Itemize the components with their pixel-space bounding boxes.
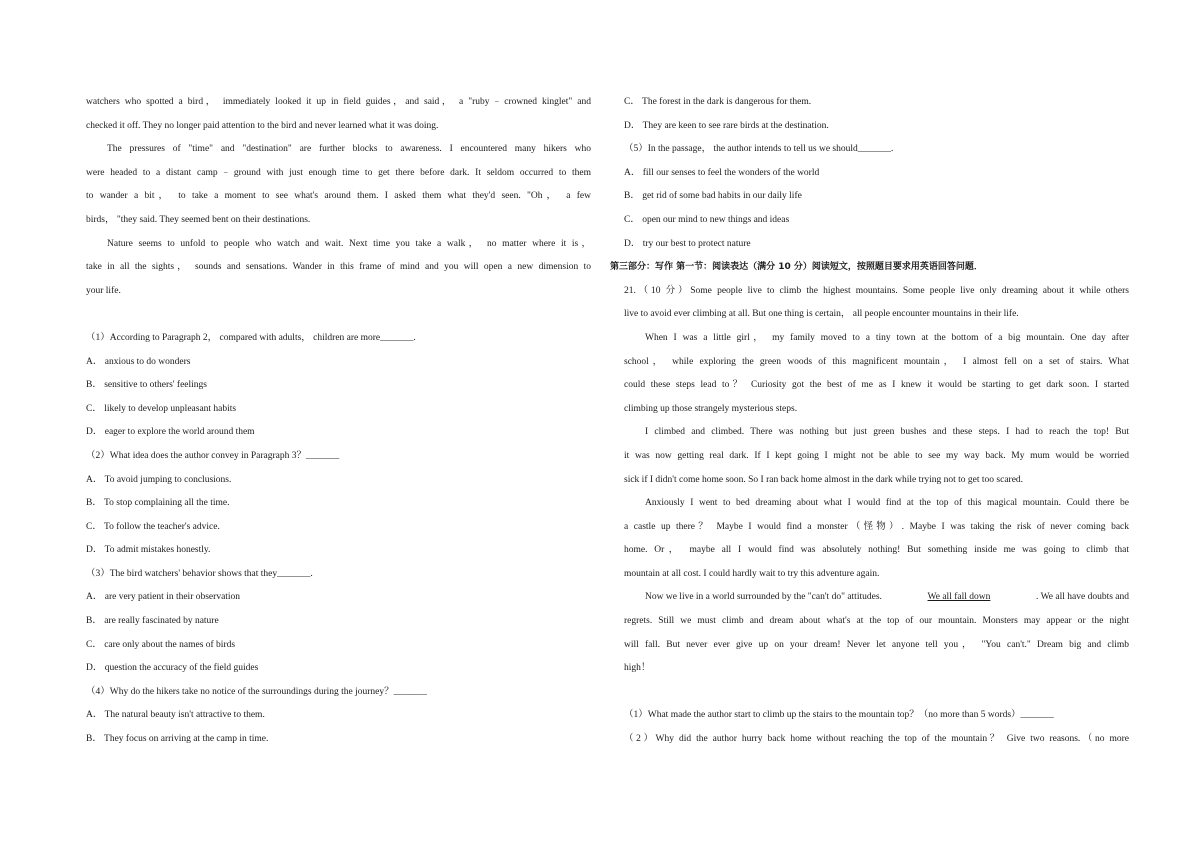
right-column xyxy=(610,91,1129,752)
passage-line: your life. xyxy=(86,285,121,296)
passage-line: to wander a bit， to take a moment to see what's around them. I asked them what they'd seen. "Oh， a few xyxy=(86,191,591,202)
blank-line xyxy=(624,681,1129,705)
passage-line: school， while exploring the green woods of this magnificent mountain， I almost fell on a set of stairs. What xyxy=(624,356,1129,367)
passage-line: Anxiously I went to bed dreaming about what I would find at the top of this magical mountain. Could there be xyxy=(645,498,1129,509)
passage-line: take in all the sights， sounds and sensations. Wander in this frame of mind and you will open a new dimension to xyxy=(86,262,591,273)
passage-line: home. Or， maybe all I would find was absolutely nothing! But something inside me was going to climb that xyxy=(624,545,1129,556)
option-d: D． To admit mistakes honestly. xyxy=(86,545,211,556)
passage-line: Nature seems to unfold to people who watch and wait. Next time you take a walk， no matter where it is， xyxy=(107,238,591,249)
passage-line: watchers who spotted a bird， immediately looked it up in field guides，and said， a "ruby﹣crowned kinglet" and xyxy=(86,97,591,107)
passage-line xyxy=(624,586,1129,610)
option-d: D． try our best to protect nature xyxy=(624,238,751,249)
option-a: A． anxious to do wonders xyxy=(86,356,191,367)
section-heading: 第三部分：写作 第一节：阅读表达（满分 10 分）阅读短文，按照题目要求用英语回答问题． xyxy=(610,262,983,273)
option-b: B． get rid of some bad habits in our daily life xyxy=(624,191,802,202)
passage-line: 21.（10 分）Some people live to climb the highest mountains. Some people live only dreaming about it while others xyxy=(624,285,1129,296)
passage-line: checked it off. They no longer paid attention to the bird and never learned what it was doing. xyxy=(86,120,439,131)
passage-line: The pressures of "time" and "destination" are further blocks to awareness. I encountered many hikers who xyxy=(107,144,591,155)
question-2: （2）What idea does the author convey in Paragraph 3？_______ xyxy=(86,450,340,461)
question-3: （3）The bird watchers' behavior shows that they_______. xyxy=(86,568,313,579)
passage-text: . We all have doubts and xyxy=(1036,592,1129,603)
option-a: A． To avoid jumping to conclusions. xyxy=(86,474,232,485)
question-1: （1）According to Paragraph 2， compared with adults， children are more_______. xyxy=(86,332,416,343)
question-4: （4）Why do the hikers take no notice of the surroundings during the journey？_______ xyxy=(86,686,427,697)
passage-line: a castle up there？ Maybe I would find a monster（怪物）. Maybe I was taking the risk of never coming back xyxy=(624,521,1129,532)
option-c: C． likely to develop unpleasant habits xyxy=(86,403,237,414)
option-d: D． They are keen to see rare birds at the destination. xyxy=(624,120,829,131)
option-c: C． The forest in the dark is dangerous for them. xyxy=(624,97,812,107)
passage-line: climbing up those strangely mysterious steps. xyxy=(624,403,798,414)
blank-line xyxy=(86,303,591,327)
left-column xyxy=(86,91,591,752)
option-b: B． sensitive to others' feelings xyxy=(86,380,207,391)
question-5: （5）In the passage， the author intends to tell us we should_______. xyxy=(624,144,894,155)
option-b: B． To stop complaining all the time. xyxy=(86,498,230,509)
question-21-2: （2）Why did the author hurry back home without reaching the top of the mountain？ Give two reasons.（no more xyxy=(624,734,1129,745)
option-a: A． are very patient in their observation xyxy=(86,592,241,603)
option-c: C． open our mind to new things and ideas xyxy=(624,214,790,225)
option-c: C． To follow the teacher's advice. xyxy=(86,521,220,532)
option-d: D． eager to explore the world around them xyxy=(86,427,255,438)
passage-line: I climbed and climbed. There was nothing but just green bushes and these steps. I had to reach the top! But xyxy=(645,427,1129,438)
passage-line: mountain at all cost. I could hardly wait to try this adventure again. xyxy=(624,568,880,579)
option-b: B． They focus on arriving at the camp in time. xyxy=(86,734,269,745)
passage-line: were headed to a distant camp﹣ground with just enough time to get there before dark. It seldom occurred to them xyxy=(86,167,591,178)
passage-line: birds， "they said. They seemed bent on their destinations. xyxy=(86,214,311,225)
option-c: C． care only about the names of birds xyxy=(86,639,236,650)
passage-line: When I was a little girl， my family moved to a tiny town at the bottom of a big mountain. One day after xyxy=(645,332,1129,343)
passage-line: will fall. But never ever give up on your dream! Never let anyone tell you， "You can't." Dream big and climb xyxy=(624,639,1129,650)
passage-line: regrets. Still we must climb and dream about what's at the top of our mountain. Monsters may appear or the night xyxy=(624,616,1129,627)
question-21-1: （1）What made the author start to climb up the stairs to the mountain top？（no more than 5 words）_______ xyxy=(624,710,1054,721)
underlined-phrase: We all fall down xyxy=(927,592,991,603)
passage-text: Now we live in a world surrounded by the "can't do" attitudes. xyxy=(645,592,882,603)
passage-line: sick if I didn't come home soon. So I ran back home almost in the dark while trying not to get too scared. xyxy=(624,474,1024,485)
option-d: D． question the accuracy of the field guides xyxy=(86,663,259,674)
option-a: A． fill our senses to feel the wonders of the world xyxy=(624,167,820,178)
passage-line: high！ xyxy=(624,663,651,674)
passage-line: it was now getting real dark. If I kept going I might not be able to see my way back. My mum would be worried xyxy=(624,450,1129,461)
passage-line: could these steps lead to？ Curiosity got the best of me as I knew it would be starting to get dark soon. I started xyxy=(624,380,1129,391)
option-b: B． are really fascinated by nature xyxy=(86,616,219,627)
option-a: A． The natural beauty isn't attractive to them. xyxy=(86,710,265,721)
passage-line: live to avoid ever climbing at all. But one thing is certain， all people encounter mountains in their life. xyxy=(624,309,1019,320)
